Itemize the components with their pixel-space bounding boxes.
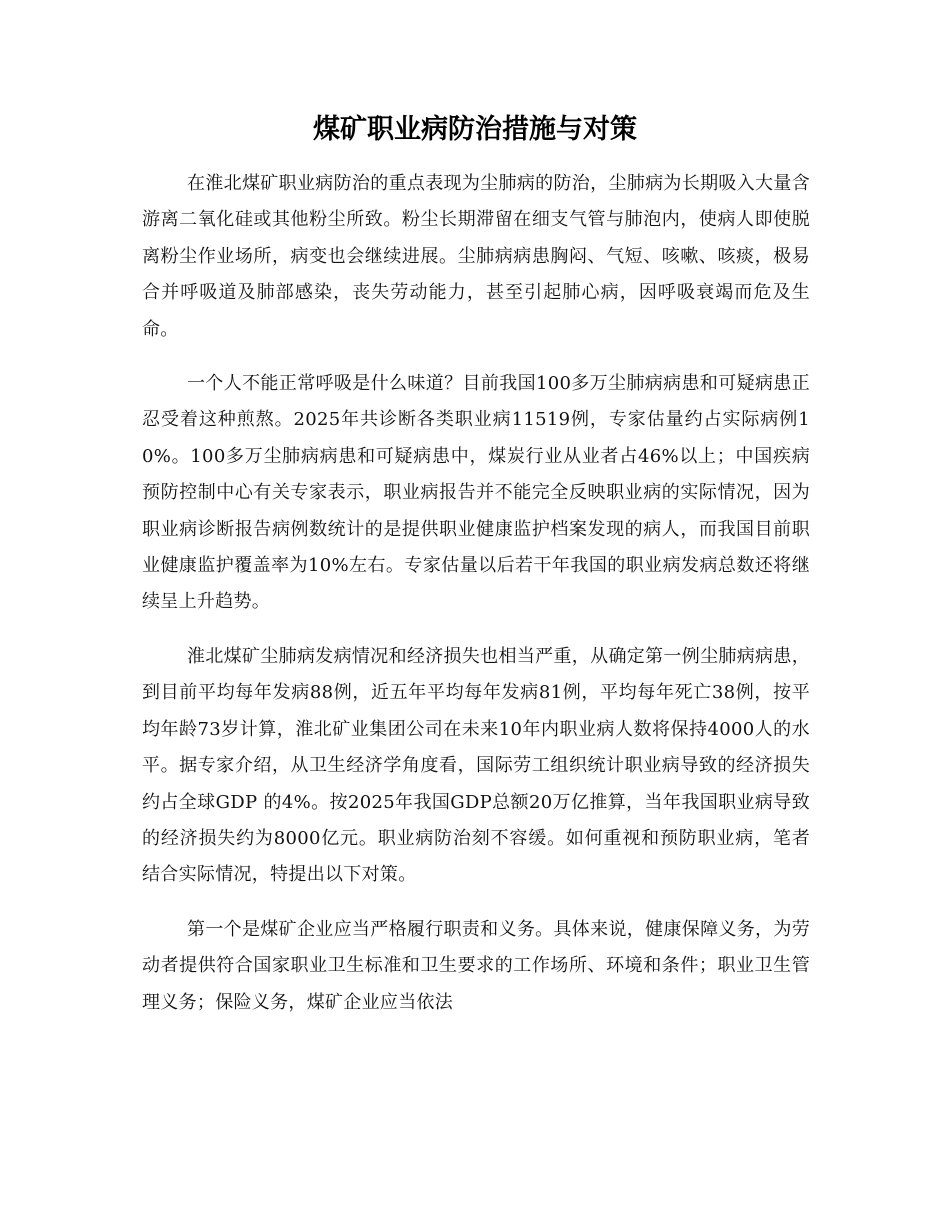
paragraph-2: 一个人不能正常呼吸是什么味道？目前我国100多万尘肺病病患和可疑病患正忍受着这种煎熬。2025年共诊断各类职业病11519例，专家估量约占实际病例10%。100多万尘肺病病患和可疑病患中，煤炭行业从业者占46%以上；中国疾病预防控制中心有关专家表示，职业病报告并不能完全反映职业病的实际情况，因为职业病诊断报告病例数统计的是提供职业健康监护档案发现的病人，而我国目前职业健康监护覆盖率为10%左右。专家估量以后若干年我国的职业病发病总数还将继续呈上升趋势。: [142, 373, 810, 613]
document-body: [142, 166, 810, 1039]
paragraph-4: 第一个是煤矿企业应当严格履行职责和义务。具体来说，健康保障义务，为劳动者提供符合国家职业卫生标准和卫生要求的工作场所、环境和条件；职业卫生管理义务；保险义务，煤矿企业应当依法: [142, 918, 810, 1013]
page-title: 煤矿职业病防治措施与对策: [313, 114, 637, 145]
paragraph-1: 在淮北煤矿职业病防治的重点表现为尘肺病的防治，尘肺病为长期吸入大量含游离二氧化硅或其他粉尘所致。粉尘长期滞留在细支气管与肺泡内，使病人即使脱离粉尘作业场所，病变也会继续进展。尘肺病病患胸闷、气短、咳嗽、咳痰，极易合并呼吸道及肺部感染，丧失劳动能力，甚至引起肺心病，因呼吸衰竭而危及生命。: [142, 173, 810, 340]
paragraph-3: 淮北煤矿尘肺病发病情况和经济损失也相当严重，从确定第一例尘肺病病患，到目前平均每年发病88例，近五年平均每年发病81例，平均每年死亡38例，按平均年龄73岁计算，淮北矿业集团公司在未来10年内职业病人数将保持4000人的水平。据专家介绍，从卫生经济学角度看，国际劳工组织统计职业病导致的经济损失约占全球GDP 的4%。按2025年我国GDP总额20万亿推算，当年我国职业病导致的经济损失约为8000亿元。职业病防治刻不容缓。如何重视和预防职业病，笔者结合实际情况，特提出以下对策。: [142, 645, 810, 886]
